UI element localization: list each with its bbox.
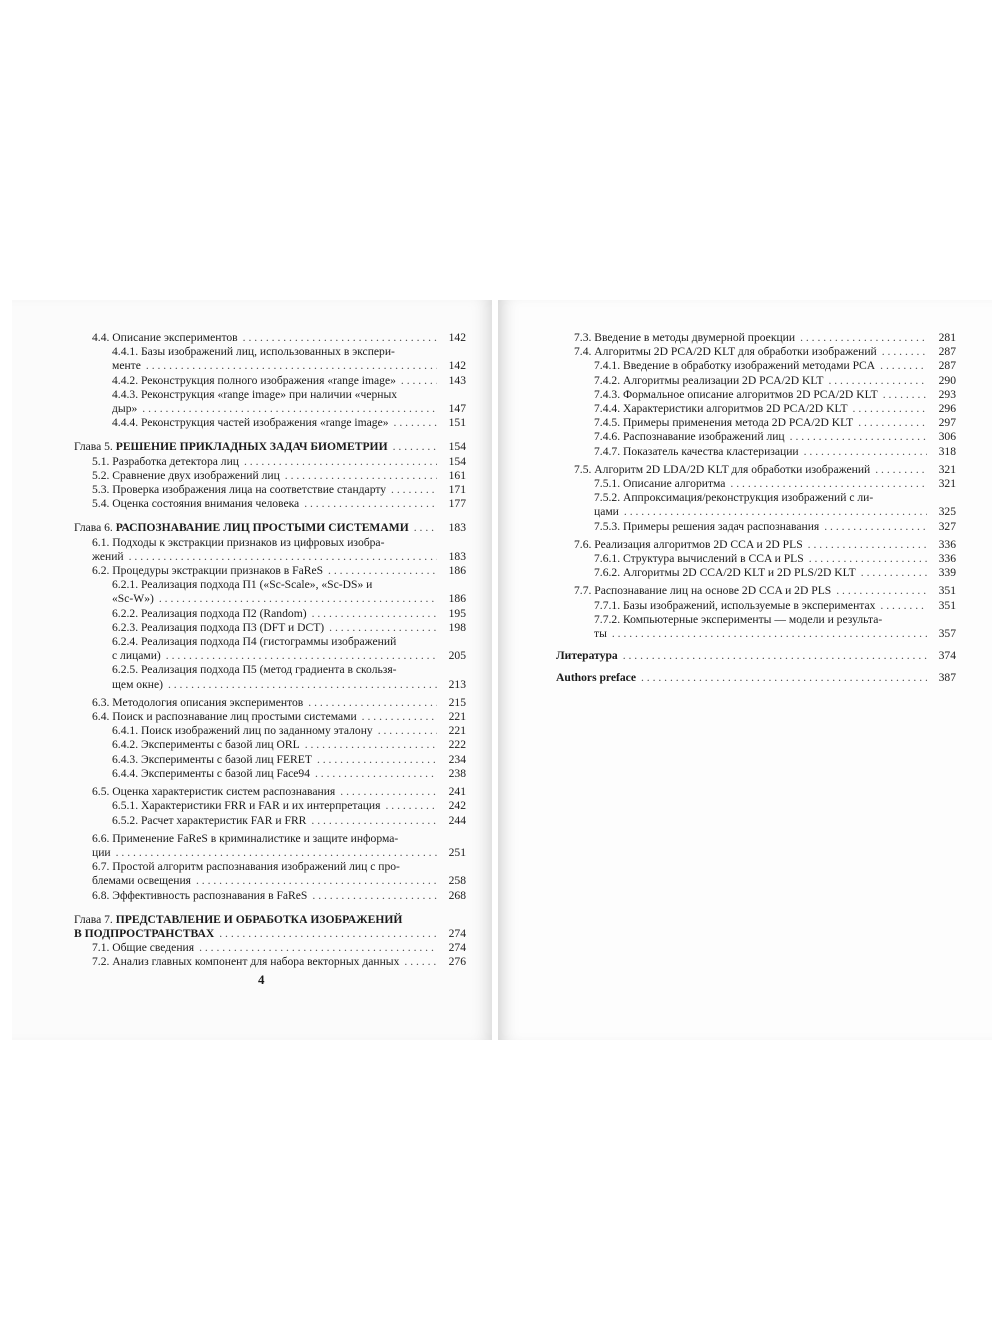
toc-entry-title: 7.6.1. Структура вычислений в CCA и PLS <box>594 552 804 566</box>
toc-entry <box>74 578 466 606</box>
dot-leader <box>623 649 927 663</box>
page-ref: 336 <box>938 537 956 551</box>
dot-leader <box>362 710 437 724</box>
dot-leader <box>328 564 437 578</box>
toc-entry <box>556 359 956 373</box>
toc-entry <box>74 416 466 430</box>
dot-leader <box>244 455 437 469</box>
toc-entry <box>556 538 956 552</box>
toc-entry-title: 6.2.3. Реализация подхода П3 (DFT и DCT) <box>112 620 325 634</box>
toc-entry-title: 7.5. Алгоритм 2D LDA/2D KLT для обработки изображений <box>574 462 871 476</box>
toc-entry <box>556 613 956 641</box>
toc-entry-title <box>74 440 388 454</box>
page-ref: 205 <box>448 649 466 663</box>
toc-entry <box>556 491 956 519</box>
toc-entry <box>74 455 466 469</box>
page-ref: 387 <box>938 671 956 685</box>
toc-entry <box>74 345 466 373</box>
page-ref: 222 <box>448 738 466 752</box>
page-ref: 336 <box>938 552 956 566</box>
dot-leader <box>166 649 437 663</box>
toc-entry <box>74 814 466 828</box>
toc-entry-title: 7.7.1. Базы изображений, используемые в экспериментах <box>594 598 876 612</box>
dot-leader <box>308 696 437 710</box>
toc-entry <box>74 738 466 752</box>
toc-entry-title: 5.3. Проверка изображения лица на соответствие стандарту <box>92 483 387 497</box>
page-ref: 321 <box>938 477 956 491</box>
toc-entry-title: 6.2.5. Реализация подхода П5 (метод градиента в скользя- <box>112 663 397 677</box>
toc-entry-title: Authors preface <box>556 671 636 685</box>
toc-entry-title: 6.4. Поиск и распознавание лиц простыми системами <box>92 710 357 724</box>
toc-entry <box>556 402 956 416</box>
toc-entry-title: 6.2. Процедуры экстракции признаков в FaReS <box>92 564 324 578</box>
toc-entry-title: 7.4. Алгоритмы 2D PCA/2D KLT для обработки изображений <box>574 345 877 359</box>
page-ref: 351 <box>938 584 956 598</box>
toc-entry-title: 4.4.3. Реконструкция «range image» при наличии «черных <box>112 387 398 401</box>
toc-entry <box>556 584 956 598</box>
right-page <box>498 300 992 1040</box>
toc-entry-title: 7.5.3. Примеры решения задач распознавания <box>594 519 820 533</box>
page-ref: 297 <box>938 416 956 430</box>
toc-entry-title: 7.7. Распознавание лиц на основе 2D CCA и 2D PLS <box>574 584 832 598</box>
page-ref: 251 <box>448 845 466 859</box>
dot-leader <box>142 402 437 416</box>
page-ref: 290 <box>938 373 956 387</box>
toc-entry <box>74 388 466 416</box>
page-ref: 151 <box>448 416 466 430</box>
toc-entry <box>74 483 466 497</box>
page-ref: 143 <box>448 373 466 387</box>
page-ref: 293 <box>938 387 956 401</box>
toc-entry <box>74 621 466 635</box>
toc-entry <box>74 799 466 813</box>
dot-leader <box>414 521 437 535</box>
toc-entry <box>74 564 466 578</box>
toc-entry-title: 7.5.2. Аппроксимация/реконструкция изображений с ли- <box>594 491 874 505</box>
toc-entry <box>74 785 466 799</box>
page-ref: 339 <box>938 566 956 580</box>
dot-leader <box>304 497 437 511</box>
dot-leader <box>800 331 927 345</box>
toc-entry-title: 6.2.4. Реализация подхода П4 (гистограммы изображений <box>112 635 397 649</box>
page-ref: 327 <box>938 519 956 533</box>
toc-entry <box>74 860 466 888</box>
page-ref: 198 <box>448 620 466 634</box>
toc-chapter <box>74 521 466 535</box>
toc-entry-title: 6.4.1. Поиск изображений лиц по заданному эталону <box>112 724 373 738</box>
toc-entry <box>74 663 466 691</box>
dot-leader <box>790 430 927 444</box>
chapter-prefix: Глава 7. <box>74 912 113 926</box>
toc-entry-title: 7.4.2. Алгоритмы реализации 2D PCA/2D KLT <box>594 373 824 387</box>
toc-entry-title: 7.4.3. Формальное описание алгоритмов 2D PCA/2D KLT <box>594 387 878 401</box>
chapter-prefix: Глава 5. <box>74 440 113 454</box>
toc-entry-title: 6.2.1. Реализация подхода П1 («Sc-Scale», «Sc-DS» и <box>112 578 373 592</box>
dot-leader <box>394 416 437 430</box>
toc-entry-continuation: блемами освещения <box>92 874 191 888</box>
page-ref: 374 <box>938 649 956 663</box>
dot-leader <box>315 767 437 781</box>
toc-chapter <box>556 671 956 685</box>
toc-entry-title: 6.4.2. Эксперименты с базой лиц ORL <box>112 738 300 752</box>
toc-entry-title: 7.7.2. Компьютерные эксперименты — модели и результа- <box>594 612 883 626</box>
chapter-title: РЕШЕНИЕ ПРИКЛАДНЫХ ЗАДАЧ БИОМЕТРИИ <box>115 440 388 454</box>
toc-entry <box>74 497 466 511</box>
page-ref: 183 <box>448 549 466 563</box>
toc-entry-title: 4.4. Описание экспериментов <box>92 331 238 344</box>
toc-entry-title: 6.2.2. Реализация подхода П2 (Random) <box>112 606 307 620</box>
page-ref: 281 <box>938 331 956 344</box>
toc-entry <box>74 724 466 738</box>
dot-leader <box>809 552 927 566</box>
toc-entry-title <box>74 521 409 535</box>
dot-leader <box>641 671 927 685</box>
page-ref: 274 <box>448 941 466 955</box>
dot-leader <box>836 584 927 598</box>
page-ref: 325 <box>938 505 956 519</box>
toc-entry <box>556 477 956 491</box>
page-ref: 221 <box>448 710 466 724</box>
page-ref: 177 <box>448 497 466 511</box>
dot-leader <box>385 799 437 813</box>
toc-entry-title: 5.2. Сравнение двух изображений лиц <box>92 468 280 482</box>
toc-entry <box>74 955 466 969</box>
toc-entry-title: 6.3. Методология описания экспериментов <box>92 695 304 709</box>
toc-entry-title: 5.4. Оценка состояния внимания человека <box>92 497 300 511</box>
dot-leader <box>883 388 927 402</box>
toc-entry-continuation: менте <box>112 359 141 373</box>
toc-entry-title: 4.4.2. Реконструкция полного изображения «range image» <box>112 373 396 387</box>
toc-entry <box>74 710 466 724</box>
toc-entry-continuation: с лицами) <box>112 649 161 663</box>
toc-entry <box>74 889 466 903</box>
toc-entry <box>74 696 466 710</box>
dot-leader <box>861 566 927 580</box>
toc-entry-title: 4.4.1. Базы изображений лиц, использованных в экспери- <box>112 345 395 359</box>
dot-leader <box>391 483 437 497</box>
chapter-prefix: Глава 6. <box>74 521 113 535</box>
page-ref: 154 <box>448 440 466 454</box>
dot-leader <box>808 538 927 552</box>
toc-left <box>74 331 466 970</box>
dot-leader <box>401 374 437 388</box>
dot-leader <box>312 889 437 903</box>
toc-entry-title: 6.1. Подходы к экстракции признаков из цифровых изобра- <box>92 535 385 549</box>
toc-entry <box>556 374 956 388</box>
toc-entry-title: 7.2. Анализ главных компонент для набора векторных данных <box>92 955 400 969</box>
toc-entry-title: 6.5.2. Расчет характеристик FAR и FRR <box>112 813 307 827</box>
toc-entry-title: 7.6. Реализация алгоритмов 2D CCA и 2D PLS <box>574 537 803 551</box>
chapter-title: РАСПОЗНАВАНИЕ ЛИЦ ПРОСТЫМИ СИСТЕМАМИ <box>115 521 409 535</box>
page-ref: 351 <box>938 598 956 612</box>
page-ref: 238 <box>448 766 466 780</box>
toc-entry-title: 7.4.7. Показатель качества кластеризации <box>594 444 799 458</box>
dot-leader <box>317 753 437 767</box>
toc-entry-title: 5.1. Разработка детектора лиц <box>92 454 239 468</box>
page-ref: 258 <box>448 874 466 888</box>
dot-leader <box>305 738 437 752</box>
toc-entry-title: 4.4.4. Реконструкция частей изображения «range image» <box>112 416 389 430</box>
toc-entry-continuation: ты <box>594 627 607 641</box>
toc-entry <box>556 599 956 613</box>
page-ref: 306 <box>938 430 956 444</box>
toc-right <box>556 331 956 686</box>
dot-leader <box>311 814 437 828</box>
toc-entry-title <box>74 913 402 927</box>
page-ref: 242 <box>448 799 466 813</box>
page-ref: 183 <box>448 521 466 535</box>
dot-leader <box>312 607 437 621</box>
dot-leader <box>199 941 437 955</box>
page-ref: 186 <box>448 592 466 606</box>
toc-entry-continuation: щем окне) <box>112 677 163 691</box>
toc-entry <box>74 331 466 345</box>
page-ref: 142 <box>448 359 466 373</box>
toc-entry-title: 6.6. Применение FaReS в криминалистике и защите информа- <box>92 831 399 845</box>
dot-leader <box>243 331 437 345</box>
page-ref: 276 <box>448 955 466 969</box>
toc-entry-continuation: ции <box>92 845 111 859</box>
toc-entry <box>74 635 466 663</box>
page-ref: 161 <box>448 468 466 482</box>
toc-entry-continuation: дыр» <box>112 402 138 416</box>
dot-leader <box>880 599 927 613</box>
dot-leader <box>340 785 437 799</box>
page-ref: 234 <box>448 752 466 766</box>
toc-entry-title: 7.6.2. Алгоритмы 2D CCA/2D KLT и 2D PLS/2D KLT <box>594 566 856 580</box>
dot-leader <box>129 550 437 564</box>
toc-entry <box>556 430 956 444</box>
toc-entry <box>74 607 466 621</box>
page-ref: 213 <box>448 677 466 691</box>
toc-chapter <box>74 440 466 454</box>
toc-entry <box>74 767 466 781</box>
toc-entry <box>556 331 956 345</box>
dot-leader <box>804 445 927 459</box>
dot-leader <box>393 440 437 454</box>
toc-entry-continuation: жений <box>92 549 124 563</box>
dot-leader <box>219 927 437 941</box>
dot-leader <box>882 345 927 359</box>
dot-leader <box>730 477 927 491</box>
dot-leader <box>146 359 437 373</box>
toc-entry-title: 7.4.5. Примеры применения метода 2D PCA/2D KLT <box>594 416 854 430</box>
toc-entry-continuation: «Sc-W») <box>112 592 154 606</box>
page-ref: 296 <box>938 402 956 416</box>
page-ref: 154 <box>448 454 466 468</box>
dot-leader <box>828 374 927 388</box>
toc-entry-continuation: В ПОДПРОСТРАНСТВАХ <box>74 926 215 940</box>
page-ref: 268 <box>448 888 466 902</box>
dot-leader <box>159 592 437 606</box>
chapter-title: ПРЕДСТАВЛЕНИЕ И ОБРАБОТКА ИЗОБРАЖЕНИЙ <box>115 912 403 926</box>
toc-entry-title: 6.8. Эффективность распознавания в FaReS <box>92 888 308 902</box>
toc-entry-title: 7.4.6. Распознавание изображений лиц <box>594 430 785 444</box>
toc-entry-title: 6.7. Простой алгоритм распознавания изображений лиц с про- <box>92 860 400 874</box>
dot-leader <box>612 627 927 641</box>
page-number: 4 <box>258 972 265 987</box>
dot-leader <box>858 416 927 430</box>
dot-leader <box>404 955 437 969</box>
toc-entry <box>74 536 466 564</box>
toc-entry <box>556 345 956 359</box>
page-ref: 215 <box>448 695 466 709</box>
page-ref: 321 <box>938 462 956 476</box>
toc-entry-title: 7.4.4. Характеристики алгоритмов 2D PCA/2D KLT <box>594 402 848 416</box>
toc-entry <box>556 445 956 459</box>
page-ref: 147 <box>448 402 466 416</box>
dot-leader <box>196 874 437 888</box>
page-ref: 195 <box>448 606 466 620</box>
toc-entry-title: 6.5.1. Характеристики FRR и FAR и их интерпретация <box>112 799 381 813</box>
page-ref: 287 <box>938 359 956 373</box>
dot-leader <box>116 846 437 860</box>
toc-entry <box>556 520 956 534</box>
toc-entry <box>74 374 466 388</box>
toc-entry <box>556 388 956 402</box>
toc-entry-title: 6.4.4. Эксперименты с базой лиц Face94 <box>112 766 310 780</box>
page-ref: 171 <box>448 483 466 497</box>
dot-leader <box>875 463 927 477</box>
toc-entry <box>74 753 466 767</box>
toc-entry <box>74 832 466 860</box>
toc-entry-title: 7.1. Общие сведения <box>92 941 195 955</box>
toc-entry <box>74 941 466 955</box>
dot-leader <box>880 359 927 373</box>
dot-leader <box>378 724 437 738</box>
dot-leader <box>168 678 437 692</box>
toc-entry-title: 7.5.1. Описание алгоритма <box>594 477 726 491</box>
page-ref: 318 <box>938 444 956 458</box>
toc-entry <box>556 566 956 580</box>
toc-entry-continuation: цами <box>594 505 619 519</box>
toc-entry-title: Литература <box>556 649 618 663</box>
toc-entry-title: 6.5. Оценка характеристик систем распознавания <box>92 785 336 799</box>
page-ref: 244 <box>448 813 466 827</box>
toc-entry <box>556 416 956 430</box>
dot-leader <box>624 505 927 519</box>
toc-entry-title: 7.4.1. Введение в обработку изображений методами PCA <box>594 359 876 373</box>
dot-leader <box>853 402 927 416</box>
toc-entry <box>74 469 466 483</box>
toc-entry-title: 6.4.3. Эксперименты с базой лиц FERET <box>112 752 312 766</box>
page-ref: 221 <box>448 724 466 738</box>
toc-entry-title: 7.3. Введение в методы двумерной проекции <box>574 331 796 344</box>
toc-chapter <box>556 649 956 663</box>
page-ref: 274 <box>448 926 466 940</box>
toc-entry <box>556 552 956 566</box>
toc-chapter <box>74 913 466 941</box>
toc-entry <box>556 463 956 477</box>
dot-leader <box>285 469 437 483</box>
page-ref: 241 <box>448 785 466 799</box>
page-ref: 142 <box>448 331 466 344</box>
dot-leader <box>824 520 927 534</box>
page-ref: 287 <box>938 345 956 359</box>
dot-leader <box>329 621 437 635</box>
page-ref: 357 <box>938 627 956 641</box>
page-ref: 186 <box>448 564 466 578</box>
left-page <box>12 300 492 1040</box>
